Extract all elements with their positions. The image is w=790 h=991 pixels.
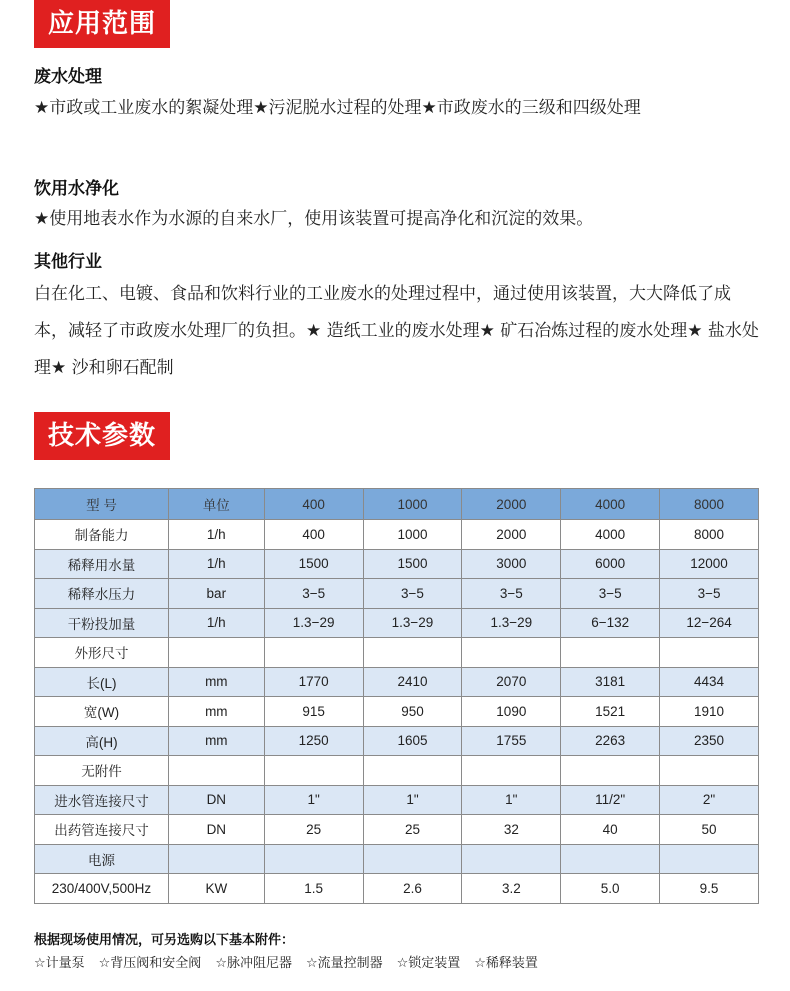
table-cell: 外形尺寸 bbox=[35, 638, 169, 668]
table-cell bbox=[561, 756, 660, 786]
accessory-item: ☆背压阀和安全阀 bbox=[98, 956, 202, 971]
accessory-item: ☆锁定装置 bbox=[396, 956, 461, 971]
table-cell: 1500 bbox=[264, 549, 363, 579]
text-other-industries: 白在化工、电镀、食品和饮料行业的工业废水的处理过程中，通过使用该装置，大大降低了成本，减轻了市政废水处理厂的负担。★ 造纸工业的废水处理★ 矿石冶炼过程的废水处理★ 盐水处理★ 沙和卵石配制 bbox=[34, 284, 759, 378]
table-cell: mm bbox=[168, 667, 264, 697]
table-cell: 1500 bbox=[363, 549, 462, 579]
accessory-item: ☆计量泵 bbox=[34, 956, 85, 971]
table-cell: 4000 bbox=[561, 520, 660, 550]
table-cell: 1250 bbox=[264, 726, 363, 756]
table-cell: 电源 bbox=[35, 844, 169, 874]
table-cell: 1000 bbox=[363, 520, 462, 550]
table-cell: mm bbox=[168, 726, 264, 756]
table-row bbox=[35, 549, 759, 579]
table-cell: 32 bbox=[462, 815, 561, 845]
table-row bbox=[35, 667, 759, 697]
header-cell: 2000 bbox=[462, 489, 561, 520]
table-row bbox=[35, 520, 759, 550]
table-cell: 1605 bbox=[363, 726, 462, 756]
table-cell: 长(L) bbox=[35, 667, 169, 697]
table-cell: 3−5 bbox=[363, 579, 462, 609]
table-cell: 1521 bbox=[561, 697, 660, 727]
table-cell: 稀释水压力 bbox=[35, 579, 169, 609]
table-row bbox=[35, 726, 759, 756]
table-cell: 1/h bbox=[168, 608, 264, 638]
table-cell: mm bbox=[168, 697, 264, 727]
table-cell: 高(H) bbox=[35, 726, 169, 756]
table-cell bbox=[264, 756, 363, 786]
table-cell: 稀释用水量 bbox=[35, 549, 169, 579]
table-cell: 25 bbox=[363, 815, 462, 845]
table-cell: 1/h bbox=[168, 520, 264, 550]
table-cell bbox=[660, 756, 759, 786]
table-cell: 制备能力 bbox=[35, 520, 169, 550]
table-row bbox=[35, 608, 759, 638]
table-cell: 3−5 bbox=[561, 579, 660, 609]
table-cell bbox=[660, 844, 759, 874]
table-cell: 12−264 bbox=[660, 608, 759, 638]
header-cell: 1000 bbox=[363, 489, 462, 520]
table-cell: 2000 bbox=[462, 520, 561, 550]
table-cell: 3181 bbox=[561, 667, 660, 697]
table-cell bbox=[363, 756, 462, 786]
table-cell: 6000 bbox=[561, 549, 660, 579]
table-cell: 8000 bbox=[660, 520, 759, 550]
table-cell: 25 bbox=[264, 815, 363, 845]
heading-wastewater: 废水处理 bbox=[34, 67, 102, 87]
table-cell: 50 bbox=[660, 815, 759, 845]
table-row bbox=[35, 756, 759, 786]
table-cell: 3−5 bbox=[264, 579, 363, 609]
table-row bbox=[35, 697, 759, 727]
table-cell bbox=[363, 844, 462, 874]
table-cell: 2350 bbox=[660, 726, 759, 756]
table-cell: 出药管连接尺寸 bbox=[35, 815, 169, 845]
table-cell: 950 bbox=[363, 697, 462, 727]
table-cell: 2263 bbox=[561, 726, 660, 756]
table-cell bbox=[168, 638, 264, 668]
table-cell: 2" bbox=[660, 785, 759, 815]
table-cell bbox=[264, 844, 363, 874]
table-cell: 3−5 bbox=[462, 579, 561, 609]
table-cell: 3000 bbox=[462, 549, 561, 579]
spec-table bbox=[34, 488, 759, 904]
table-cell bbox=[168, 844, 264, 874]
accessory-item: ☆脉冲阻尼器 bbox=[215, 956, 292, 971]
table-cell: KW bbox=[168, 874, 264, 904]
table-cell bbox=[462, 638, 561, 668]
table-cell: 40 bbox=[561, 815, 660, 845]
table-cell bbox=[264, 638, 363, 668]
table-cell: 1910 bbox=[660, 697, 759, 727]
section-title-specs: 技术参数 bbox=[34, 412, 170, 460]
table-cell: 1755 bbox=[462, 726, 561, 756]
table-row bbox=[35, 579, 759, 609]
header-cell: 单位 bbox=[168, 489, 264, 520]
table-cell: DN bbox=[168, 815, 264, 845]
table-row bbox=[35, 874, 759, 904]
table-cell: 干粉投加量 bbox=[35, 608, 169, 638]
table-row bbox=[35, 844, 759, 874]
table-cell: 1" bbox=[264, 785, 363, 815]
heading-other-industries: 其他行业 bbox=[34, 252, 102, 272]
table-cell: 3.2 bbox=[462, 874, 561, 904]
table-cell: 1090 bbox=[462, 697, 561, 727]
table-cell: 230/400V,500Hz bbox=[35, 874, 169, 904]
table-cell: 11/2" bbox=[561, 785, 660, 815]
table-cell: 1.3−29 bbox=[363, 608, 462, 638]
table-cell: 1.5 bbox=[264, 874, 363, 904]
text-drinking-water: ★使用地表水作为水源的自来水厂，使用该装置可提高净化和沉淀的效果。 bbox=[34, 209, 594, 229]
table-cell: 4434 bbox=[660, 667, 759, 697]
table-cell: 2.6 bbox=[363, 874, 462, 904]
table-cell: 1.3−29 bbox=[264, 608, 363, 638]
table-cell: 无附件 bbox=[35, 756, 169, 786]
accessory-note: 根据现场使用情况，可另选购以下基本附件： bbox=[34, 933, 295, 948]
table-cell bbox=[561, 638, 660, 668]
spec-table-header bbox=[35, 489, 759, 520]
table-cell: 进水管连接尺寸 bbox=[35, 785, 169, 815]
table-cell: 915 bbox=[264, 697, 363, 727]
table-cell: 1770 bbox=[264, 667, 363, 697]
table-cell: 400 bbox=[264, 520, 363, 550]
section-title-application: 应用范围 bbox=[34, 0, 170, 48]
header-cell: 4000 bbox=[561, 489, 660, 520]
table-cell bbox=[363, 638, 462, 668]
table-cell: DN bbox=[168, 785, 264, 815]
table-row bbox=[35, 638, 759, 668]
table-cell: 1.3−29 bbox=[462, 608, 561, 638]
table-cell: 3−5 bbox=[660, 579, 759, 609]
table-cell: 1" bbox=[363, 785, 462, 815]
accessory-item: ☆流量控制器 bbox=[305, 956, 383, 971]
text-wastewater: ★市政或工业废水的絮凝处理★污泥脱水过程的处理★市政废水的三级和四级处理 bbox=[34, 98, 641, 118]
header-cell: 400 bbox=[264, 489, 363, 520]
table-cell: 1/h bbox=[168, 549, 264, 579]
heading-drinking-water: 饮用水净化 bbox=[34, 179, 119, 199]
table-cell bbox=[462, 756, 561, 786]
table-cell: 1" bbox=[462, 785, 561, 815]
table-cell: bar bbox=[168, 579, 264, 609]
header-cell: 8000 bbox=[660, 489, 759, 520]
table-cell: 2070 bbox=[462, 667, 561, 697]
accessory-list bbox=[34, 952, 538, 971]
table-row bbox=[35, 815, 759, 845]
table-cell bbox=[168, 756, 264, 786]
table-cell: 2410 bbox=[363, 667, 462, 697]
table-cell: 6−132 bbox=[561, 608, 660, 638]
table-cell: 12000 bbox=[660, 549, 759, 579]
table-cell: 宽(W) bbox=[35, 697, 169, 727]
accessory-item: ☆稀释装置 bbox=[474, 956, 538, 971]
table-cell: 5.0 bbox=[561, 874, 660, 904]
table-cell bbox=[561, 844, 660, 874]
header-cell: 型 号 bbox=[35, 489, 169, 520]
table-cell bbox=[660, 638, 759, 668]
table-row bbox=[35, 785, 759, 815]
table-cell bbox=[462, 844, 561, 874]
table-cell: 9.5 bbox=[660, 874, 759, 904]
